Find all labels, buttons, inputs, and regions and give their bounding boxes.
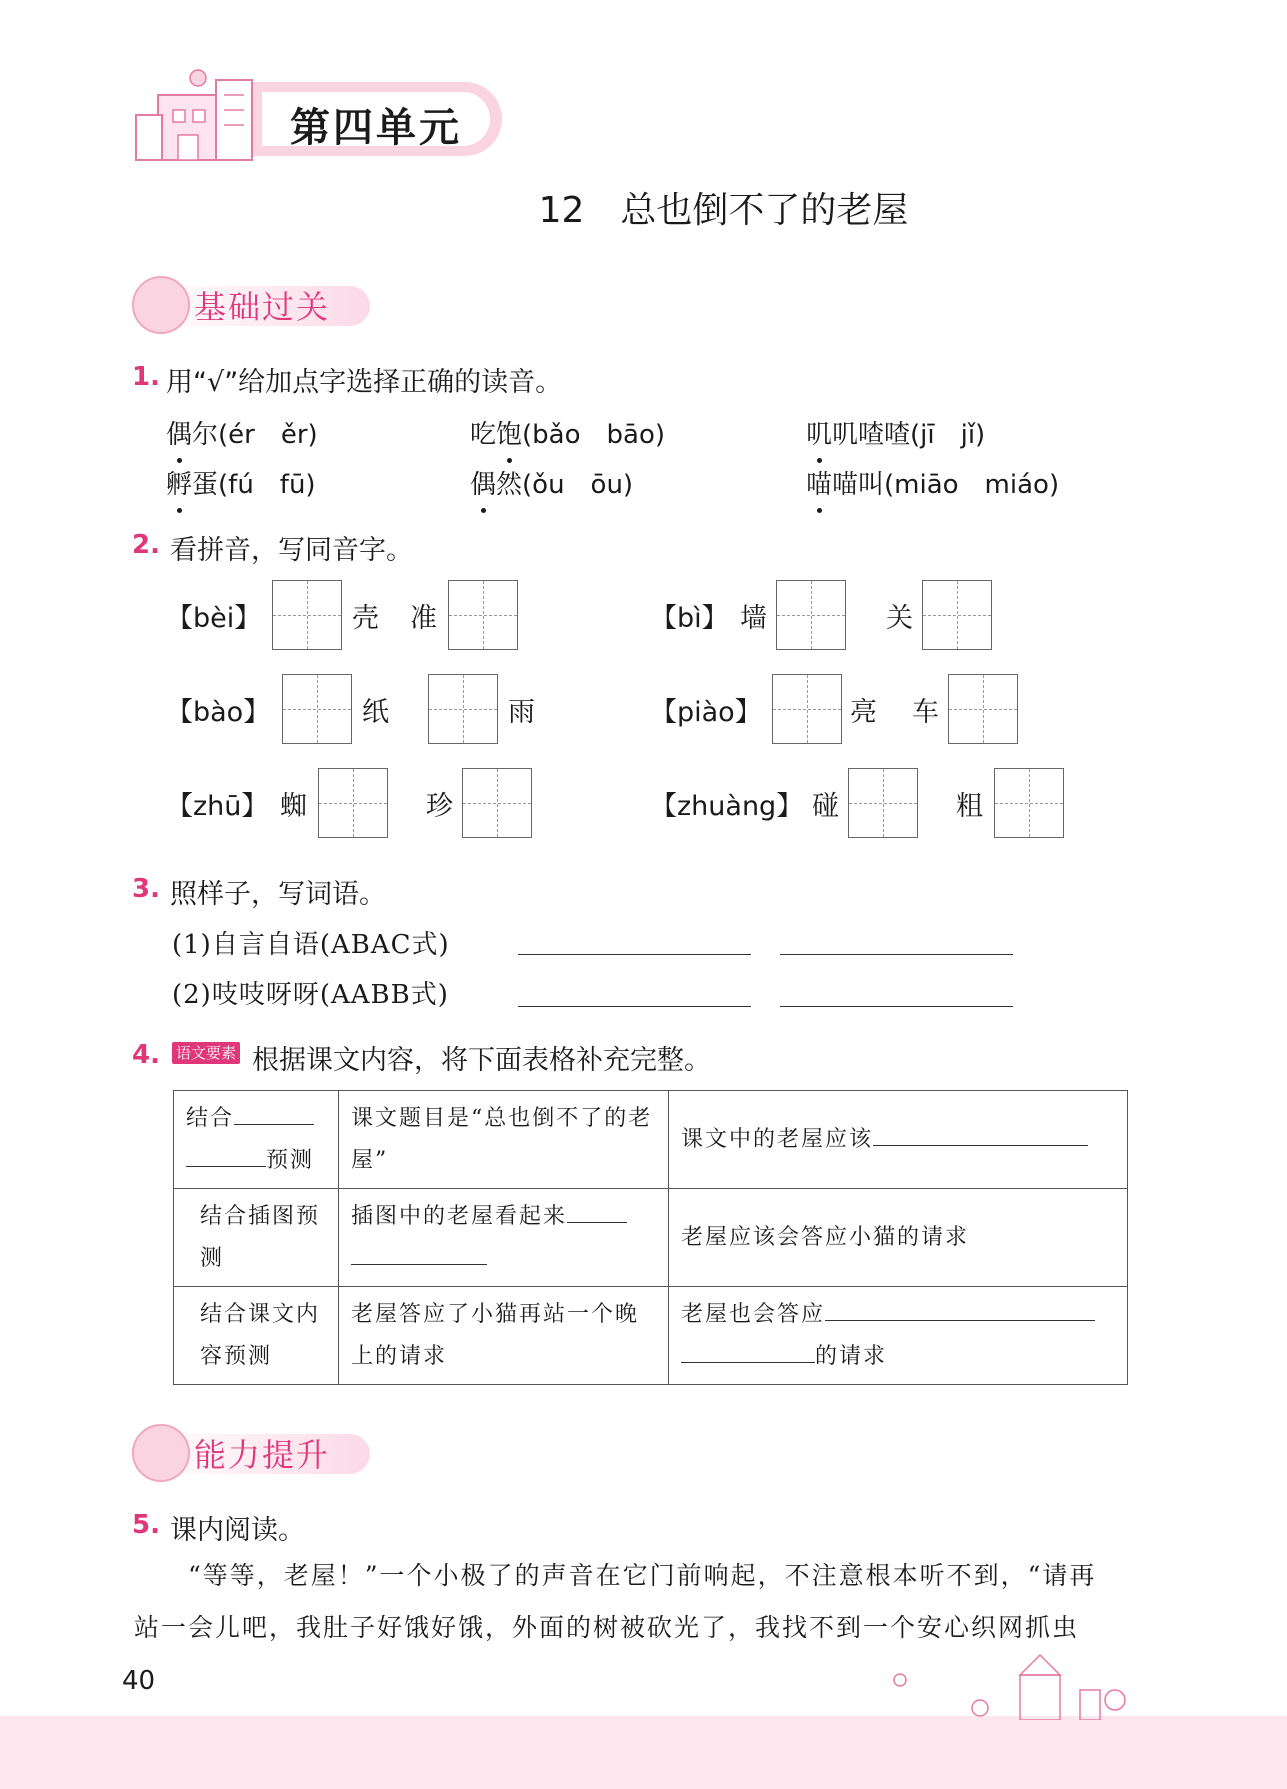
answer-blank[interactable] [825,1294,1095,1321]
passage-line: 站一会儿吧，我肚子好饿好饿，外面的树被砍光了，我找不到一个安心织网抓虫 [134,1613,1080,1642]
prediction-table [173,1090,1128,1385]
pinyin-item: 偶尔(ér ěr) [166,414,318,451]
dotted-char: 孵 [166,464,192,501]
dotted-char: 偶 [470,464,496,501]
table-cell: 老屋应该会答应小猫的请求 [669,1189,1128,1287]
tianzi-box[interactable] [994,768,1064,838]
section-title-basics: 基础过关 [194,288,331,326]
tianzi-box[interactable] [428,674,498,744]
question-number: 1. [132,362,160,392]
category-tag: 语文要素 [172,1042,240,1063]
dotted-char: 饱 [496,414,522,451]
word-char: 墙 [740,603,767,634]
table-cell: 课文中的老屋应该 [669,1091,1128,1189]
pinyin-label: 【bèi】 [166,603,262,634]
q3-item-1: (1)自言自语(ABAC式) [172,930,450,960]
question-number: 3. [132,874,160,904]
castle-illustration-icon [128,60,268,170]
tianzi-box[interactable] [922,580,992,650]
tianzi-box[interactable] [448,580,518,650]
answer-blank[interactable] [873,1119,1088,1146]
word-char: 雨 [508,697,535,728]
word-char: 碰 [812,791,839,822]
word-char: 关 [886,603,913,634]
word-char: 粗 [956,791,983,822]
page-number: 40 [122,1666,156,1696]
word-char: 壳 [352,603,379,634]
section-title-ability: 能力提升 [194,1436,331,1474]
table-row [174,1091,1128,1189]
mascot-badge-icon [132,1424,190,1482]
question-prompt: 根据课文内容，将下面表格补充完整。 [252,1045,711,1076]
answer-blank[interactable] [780,1006,1013,1007]
question-prompt: 照样子，写词语。 [170,879,386,910]
footer-castle-illustration-icon [880,1650,1180,1720]
table-row [174,1189,1128,1287]
answer-blank[interactable] [518,954,751,955]
tianzi-box[interactable] [272,580,342,650]
word-char: 珍 [426,791,453,822]
answer-blank[interactable] [518,1006,751,1007]
q3-item-2: (2)吱吱呀呀(AABB式) [172,980,449,1010]
pinyin-item: 吃饱(bǎo bāo) [470,414,665,451]
word-char: 纸 [362,697,389,728]
tianzi-box[interactable] [776,580,846,650]
answer-blank[interactable] [567,1196,627,1223]
dotted-char: 叽 [806,414,832,451]
table-cell: 课文题目是“总也倒不了的老屋” [339,1091,669,1189]
question-prompt: 看拼音，写同音字。 [170,535,413,566]
answer-blank[interactable] [681,1336,815,1363]
word-char: 亮 [850,697,877,728]
word-char: 蜘 [280,791,307,822]
dotted-char: 喵 [806,464,832,501]
question-number: 5. [132,1510,160,1540]
answer-blank[interactable] [780,954,1013,955]
page-footer-band [0,1716,1287,1789]
tianzi-box[interactable] [282,674,352,744]
answer-blank[interactable] [234,1098,314,1125]
table-cell: 结合课文内容预测 [174,1287,339,1385]
pinyin-item: 孵蛋(fú fū) [166,464,316,501]
pinyin-item: 喵喵叫(miāo miáo) [806,464,1059,501]
table-cell: 老屋答应了小猫再站一个晚上的请求 [339,1287,669,1385]
pinyin-label: 【bì】 [650,603,729,634]
dotted-char: 偶 [166,414,192,451]
pinyin-label: 【zhū】 [166,791,269,822]
tianzi-box[interactable] [848,768,918,838]
pinyin-label: 【zhuàng】 [650,791,804,822]
table-cell: 结合插图预测 [174,1189,339,1287]
tianzi-box[interactable] [948,674,1018,744]
lesson-title: 12 总也倒不了的老屋 [538,190,909,231]
question-number: 2. [132,530,160,560]
pinyin-label: 【bào】 [166,697,271,728]
pinyin-item: 叽叽喳喳(jī jǐ) [806,414,985,451]
pinyin-item: 偶然(ǒu ōu) [470,464,633,501]
answer-blank[interactable] [351,1238,487,1265]
tianzi-box[interactable] [772,674,842,744]
question-prompt: 课内阅读。 [170,1515,305,1546]
question-prompt: 用“√”给加点字选择正确的读音。 [166,367,563,398]
table-cell: 插图中的老屋看起来 [339,1189,669,1287]
answer-blank[interactable] [186,1140,266,1167]
tianzi-box[interactable] [318,768,388,838]
unit-title: 第四单元 [290,105,462,151]
pinyin-label: 【piào】 [650,697,762,728]
word-char: 准 [410,603,437,634]
tianzi-box[interactable] [462,768,532,838]
table-cell: 老屋也会答应 的请求 [669,1287,1128,1385]
passage-line: “等等，老屋！”一个小极了的声音在它门前响起，不注意根本听不到，“请再 [188,1561,1097,1590]
table-row [174,1287,1128,1385]
word-char: 车 [912,697,939,728]
mascot-badge-icon [132,276,190,334]
table-cell: 结合 预测 [174,1091,339,1189]
question-number: 4. [132,1040,160,1070]
